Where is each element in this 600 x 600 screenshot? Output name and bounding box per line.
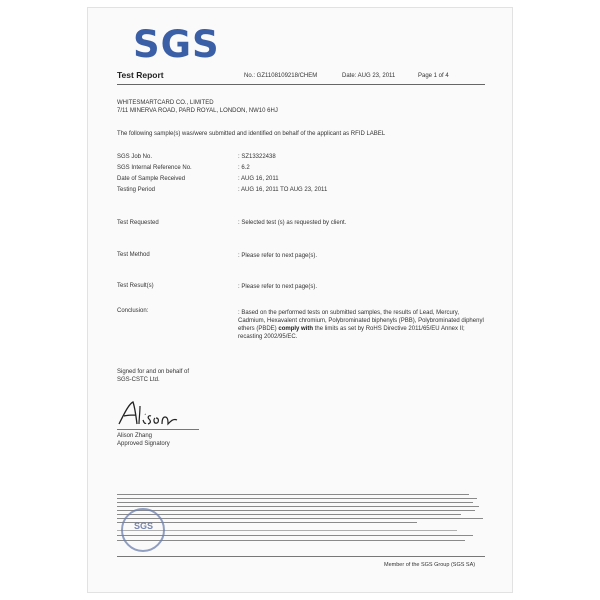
test-requested-value: : Selected test (s) as requested by client.: [238, 220, 347, 226]
legal-fine-print: [117, 494, 487, 544]
field-value: : AUG 16, 2011 TO AUG 23, 2011: [238, 187, 328, 193]
applicant-address: 7/11 MINERVA ROAD, PARD ROYAL, LONDON, NW10 6HJ: [117, 108, 278, 114]
handwritten-signature: [115, 398, 185, 428]
report-number: No.: GZ1108109218/CHEM: [244, 73, 318, 79]
test-requested-label: Test Requested: [117, 220, 159, 226]
signature-line: [117, 429, 199, 430]
report-date: Date: AUG 23, 2011: [342, 73, 396, 79]
conclusion-comply: comply with: [278, 326, 314, 332]
conclusion-part-2: the limits as set by RoHS Directive 2011/65/EU Annex II; recasting 2002/95/EC.: [238, 326, 465, 340]
conclusion-part-1: : Based on the performed tests on submitted samples, the results of Lead, Mercury, Cadmium, Hexavalent chromium, Polybrominated biphenyls (PBB), Polybrominated diphenyl ethers (PBDE): [238, 310, 484, 332]
signatory-role: Approved Signatory: [117, 441, 170, 447]
sgs-logo: SGS: [133, 23, 220, 66]
field-label: SGS Internal Reference No.: [117, 165, 192, 171]
field-label: Testing Period: [117, 187, 156, 193]
test-results-value: : Please refer to next page(s).: [238, 284, 318, 290]
field-label: Date of Sample Received: [117, 176, 186, 182]
page-indicator: Page 1 of 4: [418, 73, 449, 79]
signed-on-behalf: Signed for and on behalf of: [117, 369, 190, 375]
signed-company: SGS-CSTC Ltd.: [117, 377, 160, 383]
test-method-label: Test Method: [117, 252, 150, 258]
test-results-label: Test Result(s): [117, 283, 154, 289]
signature-script: Alison: [115, 398, 118, 399]
test-method-value: : Please refer to next page(s).: [238, 253, 318, 259]
field-label: SGS Job No.: [117, 154, 153, 160]
applicant-name: WHITESMARTCARD CO., LIMITED: [117, 100, 214, 106]
conclusion-label: Conclusion:: [117, 308, 149, 314]
field-value: : SZ13322438: [238, 154, 276, 160]
conclusion-text: [238, 309, 486, 341]
field-value: : AUG 16, 2011: [238, 176, 279, 182]
header-rule: [117, 84, 485, 85]
signatory-name: Alison Zhang: [117, 433, 153, 439]
report-title: Test Report: [117, 70, 164, 80]
field-value: : 6.2: [238, 165, 250, 171]
footer-rule: [117, 556, 485, 557]
member-statement: Member of the SGS Group (SGS SA): [384, 562, 476, 568]
stamp-text: SGS: [134, 521, 154, 531]
intro-sentence: The following sample(s) was/were submitted and identified on behalf of the applicant as RFID LABEL: [117, 131, 386, 137]
